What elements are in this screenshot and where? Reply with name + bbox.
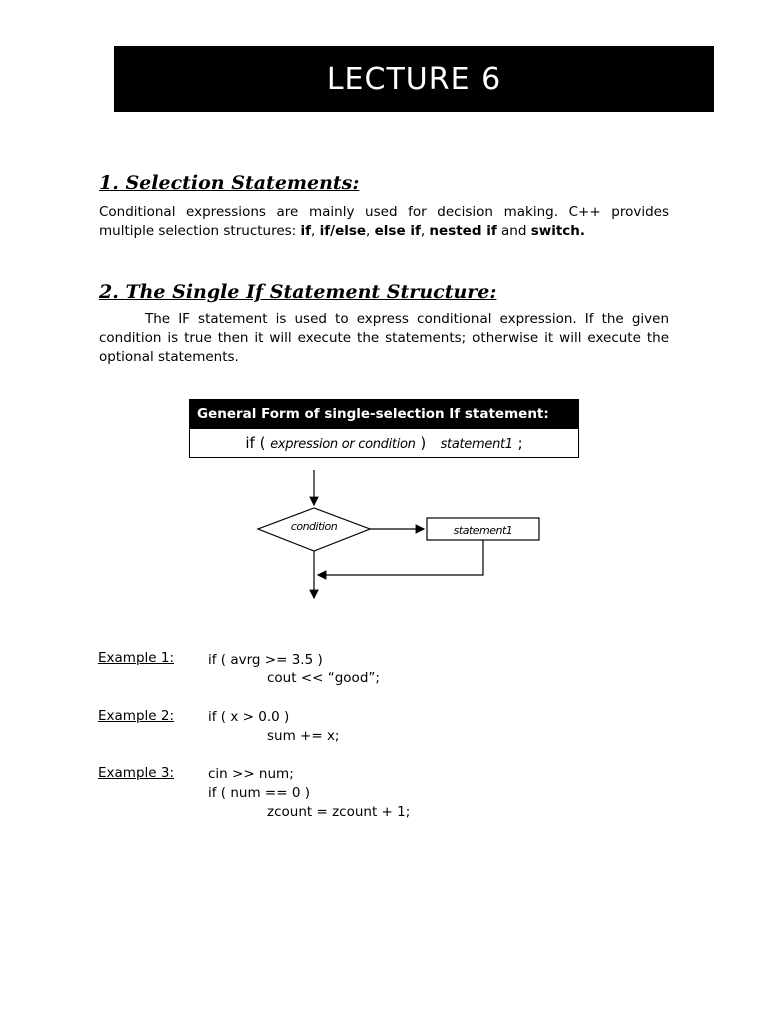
general-form-header: General Form of single-selection If statement: bbox=[190, 400, 578, 429]
statement-label: statement1 bbox=[453, 524, 513, 537]
separator: , bbox=[366, 223, 375, 239]
syntax-semicolon: ; bbox=[517, 434, 523, 452]
separator: , bbox=[420, 223, 430, 239]
keyword-nested-if: nested if bbox=[429, 223, 497, 239]
example3-label: Example 3: bbox=[98, 765, 174, 781]
lecture-title: LECTURE 6 bbox=[326, 61, 502, 97]
example3-line2: if ( num == 0 ) bbox=[208, 785, 310, 801]
section1-heading: 1. Selection Statements: bbox=[99, 172, 360, 194]
example3-line3: zcount = zcount + 1; bbox=[267, 804, 411, 820]
example1-line2: cout << “good”; bbox=[267, 670, 380, 686]
example3-line1: cin >> num; bbox=[208, 766, 294, 782]
condition-label: condition bbox=[290, 520, 338, 533]
section1-text: Conditional expressions are mainly used for decision making. C++ provides multiple selection structures: bbox=[99, 204, 669, 239]
syntax-expression: expression or condition bbox=[270, 437, 416, 452]
separator: , bbox=[311, 223, 320, 239]
syntax-statement: statement1 bbox=[440, 437, 513, 452]
merge-arrow bbox=[318, 540, 483, 575]
keyword-ifelse: if/else bbox=[319, 223, 367, 239]
example2-line1: if ( x > 0.0 ) bbox=[208, 709, 290, 725]
conjunction: and bbox=[496, 223, 531, 239]
keyword-if: if bbox=[300, 223, 312, 239]
example1-line1: if ( avrg >= 3.5 ) bbox=[208, 652, 323, 668]
syntax-if: if ( bbox=[245, 434, 266, 452]
general-form-syntax bbox=[190, 429, 578, 457]
example2-label: Example 2: bbox=[98, 708, 174, 724]
example2-line2: sum += x; bbox=[267, 728, 340, 744]
section1-paragraph bbox=[99, 203, 669, 241]
keyword-elseif: else if bbox=[374, 223, 421, 239]
general-form-box bbox=[189, 399, 579, 458]
syntax-close-paren: ) bbox=[420, 434, 427, 452]
section2-heading: 2. The Single If Statement Structure: bbox=[99, 281, 497, 303]
keyword-switch: switch. bbox=[530, 223, 586, 239]
if-flowchart bbox=[250, 468, 550, 603]
lecture-title-bar bbox=[114, 46, 714, 112]
section2-paragraph: The IF statement is used to express conditional expression. If the given condition is true then it will execute the statements; otherwise it will execute the optional statements. bbox=[99, 311, 669, 365]
example1-label: Example 1: bbox=[98, 650, 174, 666]
